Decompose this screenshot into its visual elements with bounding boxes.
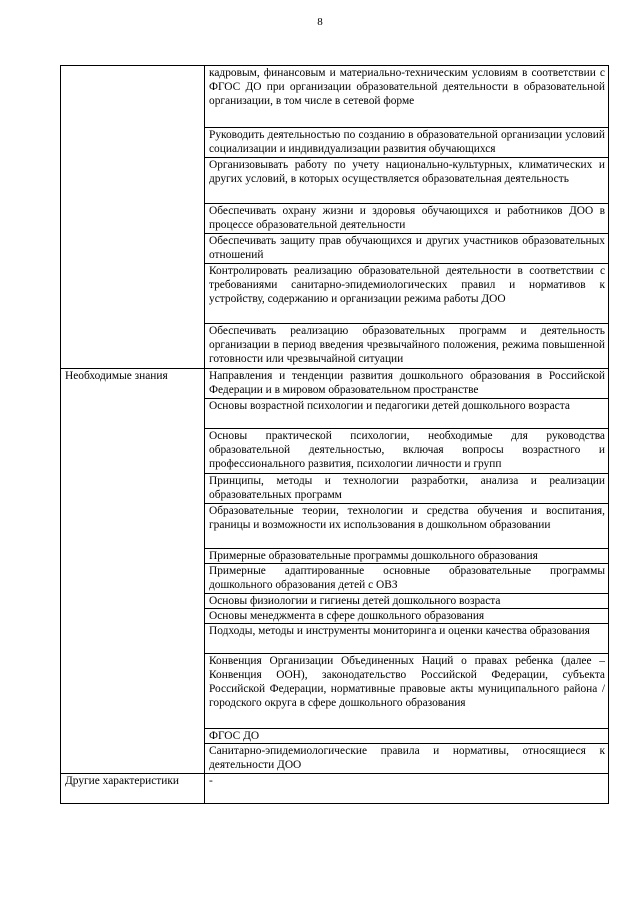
table-row [61,369,609,399]
table-cell: Основы возрастной психологии и педагогики детей дошкольного возраста [205,399,609,429]
table-cell: Обеспечивать реализацию образовательных программ и деятельность организации в период введения чрезвычайного положения, режима повышенной готовности или чрезвычайной ситуации [205,324,609,369]
table-cell: Обеспечивать охрану жизни и здоровья обучающихся и работников ДОО в процессе образовательной деятельности [205,204,609,234]
table-row [61,774,609,804]
table-cell: Примерные адаптированные основные образовательные программы дошкольного образования детей с ОВЗ [205,564,609,594]
table-cell: Образовательные теории, технологии и средства обучения и воспитания, границы и возможности их использования в дошкольном образовании [205,504,609,549]
table-cell: Обеспечивать защиту прав обучающихся и других участников образовательных отношений [205,234,609,264]
table-cell: кадровым, финансовым и материально-техническим условиям в соответствии с ФГОС ДО при организации образовательной деятельности в образовательной организации, в том числе в сетевой форме [205,66,609,128]
row-label-knowledge: Необходимые знания [61,369,205,774]
table-cell: ФГОС ДО [205,729,609,744]
table-cell: Основы менеджмента в сфере дошкольного образования [205,609,609,624]
table-cell: Конвенция Организации Объединенных Наций о правах ребенка (далее – Конвенция ООН), законодательство Российской Федерации, субъекта Российской Федерации, нормативные правовые акты муниципального района / городского округа в сфере дошкольного образования [205,654,609,729]
table-cell: Примерные образовательные программы дошкольного образования [205,549,609,564]
page-number: 8 [317,16,323,28]
table-cell: - [205,774,609,804]
table-cell: Санитарно-эпидемиологические правила и нормативы, относящиеся к деятельности ДОО [205,744,609,774]
table-cell: Направления и тенденции развития дошкольного образования в Российской Федерации и в мировом образовательном пространстве [205,369,609,399]
table-cell: Организовывать работу по учету национально-культурных, климатических и других условий, в которых осуществляется образовательная деятельность [205,158,609,204]
table-cell: Основы физиологии и гигиены детей дошкольного возраста [205,594,609,609]
table-cell: Руководить деятельностью по созданию в образовательной организации условий социализации и индивидуализации развития обучающихся [205,128,609,158]
table-row [61,66,609,128]
row-label-empty [61,66,205,369]
competency-table [60,65,609,804]
table-cell: Контролировать реализацию образовательной деятельности в соответствии с требованиями санитарно-эпидемиологических правил и нормативов к устройству, содержанию и организации режима работы ДОО [205,264,609,324]
table-cell: Подходы, методы и инструменты мониторинга и оценки качества образования [205,624,609,654]
table-cell: Основы практической психологии, необходимые для руководства образовательной деятельностью, включая вопросы возрастного и профессионального развития, психологии личности и групп [205,429,609,474]
row-label-other: Другие характеристики [61,774,205,804]
table-cell: Принципы, методы и технологии разработки, анализа и реализации образовательных программ [205,474,609,504]
